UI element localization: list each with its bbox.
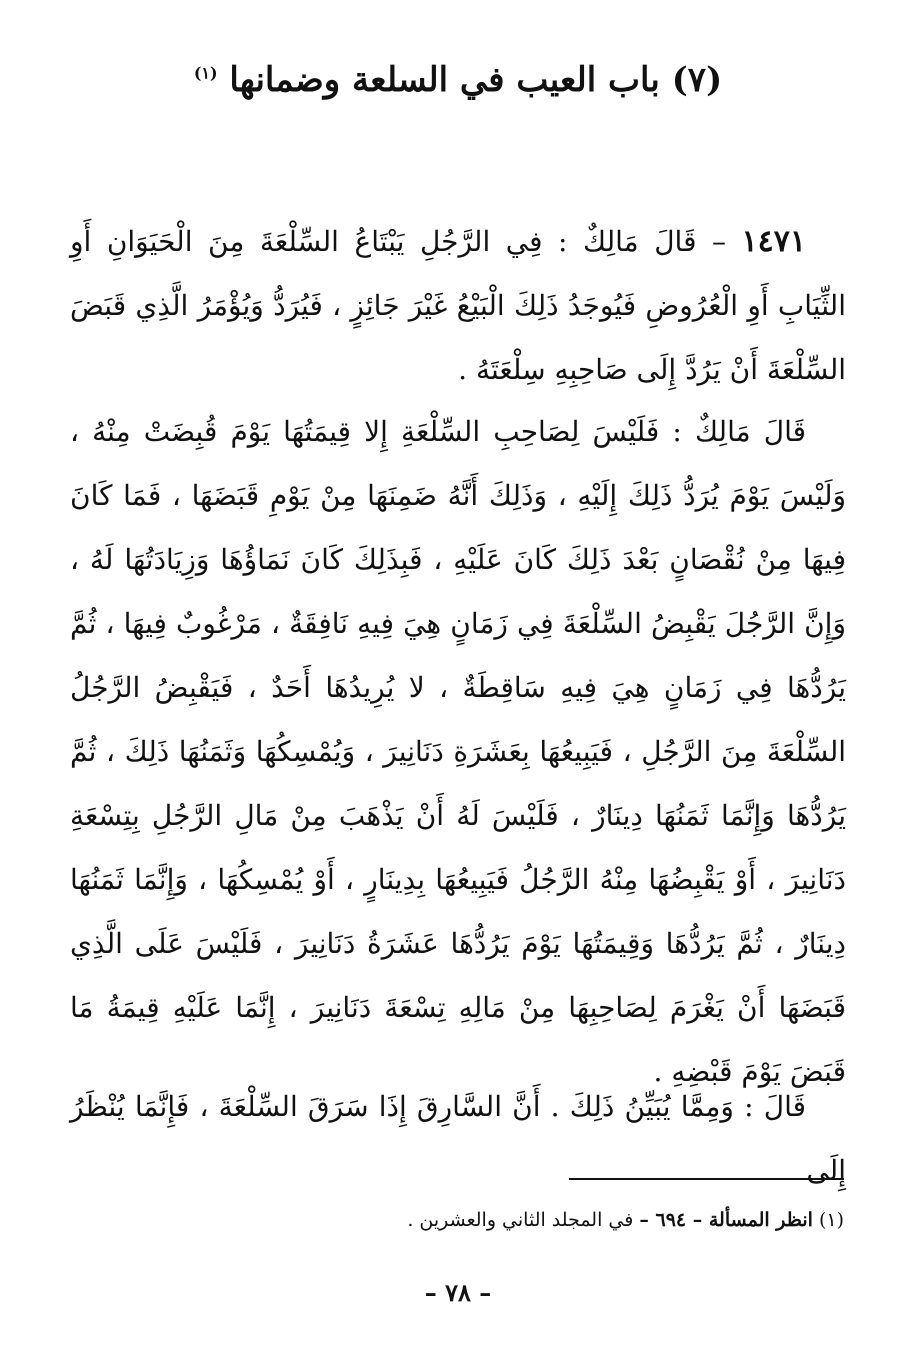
paragraph-text <box>70 1075 846 1203</box>
page-number: – ٧٨ – <box>424 1278 492 1307</box>
footnote-marker: (١) <box>818 1209 844 1231</box>
paragraph-3-text: قَالَ : وَمِمَّا يُبَيِّنُ ذَلِكَ . أَنَّ السَّارِقَ إِذَا سَرَقَ السِّلْعَةَ ، فَإِنَّمَا يُنْظَرُ إِلَى <box>70 1090 846 1187</box>
paragraph-1-text: – قَالَ مَالِكٌ : فِي الرَّجُلِ يَبْتَاعُ السِّلْعَةَ مِنَ الْحَيَوَانِ أَوِ الثِّيَابِ أَوِ الْعُرُوضِ فَيُوجَدُ ذَلِكَ الْبَيْعُ غَيْرَ جَائِزٍ ، فَيُرَدُّ وَيُؤْمَرُ الَّذِي قَبَضَ السِّلْعَةَ أَنْ يَرُدَّ إِلَى صَاحِبِهِ سِلْعَتَهُ . <box>70 225 846 386</box>
paragraph-2-text: قَالَ مَالِكٌ : فَلَيْسَ لِصَاحِبِ السِّلْعَةِ إِلا قِيمَتُهَا يَوْمَ قُبِضَتْ مِنْهُ ، وَلَيْسَ يَوْمَ يُرَدُّ ذَلِكَ إِلَيْهِ ، وَذَلِكَ أَنَّهُ ضَمِنَهَا مِنْ يَوْمِ قَبَضَهَا ، فَمَا كَانَ فِيهَا مِنْ نُقْصَانٍ بَعْدَ ذَلِكَ كَانَ عَلَيْهِ ، فَبِذَلِكَ كَانَ نَمَاؤُهَا وَزِيَادَتُهَا لَهُ ، وَإِنَّ الرَّجُلَ يَقْبِضُ السِّلْعَةَ فِي زَمَانٍ هِيَ فِيهِ نَافِقَةٌ ، مَرْغُوبٌ فِيهَا ، ثُمَّ يَرُدُّهَا فِي زَمَانٍ هِيَ فِيهِ سَاقِطَةٌ ، لا يُرِيدُهَا أَحَدٌ ، فَيَقْبِضُ الرَّجُلُ السِّلْعَةَ مِنَ الرَّجُلِ ، فَيَبِيعُهَا بِعَشَرَةِ دَنَانِيرَ ، وَيُمْسِكُهَا وَثَمَنُهَا ذَلِكَ ، ثُمَّ يَرُدُّهَا وَإِنَّمَا ثَمَنُهَا دِينَارٌ ، فَلَيْسَ لَهُ أَنْ يَذْهَبَ مِنْ مَالِ الرَّجُلِ بِتِسْعَةِ دَنَانِيرَ ، أَوْ يَقْبِضُهَا مِنْهُ الرَّجُلُ فَيَبِيعُهَا بِدِينَارٍ ، أَوْ يُمْسِكُهَا ، وَإِنَّمَا ثَمَنُهَا دِينَارٌ ، ثُمَّ يَرُدُّهَا وَقِيمَتُهَا يَوْمَ يَرُدُّهَا عَشَرَةُ دَنَانِيرَ ، فَلَيْسَ عَلَى الَّذِي قَبَضَهَا أَنْ يَغْرَمَ لِصَاحِبِهَا مِنْ مَالِهِ تِسْعَةَ دَنَانِيرَ ، إِنَّمَا عَلَيْهِ قِيمَةُ مَا قَبَضَ يَوْمَ قَبْضِهِ . <box>70 415 846 1088</box>
issue-number: ١٤٧١ <box>741 224 806 259</box>
footnote-reference: (١) <box>193 63 218 83</box>
footnote-text: في المجلد الثاني والعشرين . <box>407 1209 634 1231</box>
paragraph-malik-commentary <box>70 400 846 1104</box>
footnote <box>284 1208 844 1233</box>
footnote-reference-text: انظر المسألة – ٦٩٤ – <box>639 1209 813 1231</box>
paragraph-continuation <box>70 1075 846 1203</box>
chapter-title: (٧) باب العيب في السلعة وضمانها <box>229 60 723 100</box>
paragraph-text <box>70 400 846 1104</box>
paragraph-text <box>70 210 846 402</box>
chapter-heading <box>0 60 916 101</box>
footnote-divider <box>569 1178 844 1180</box>
paragraph-1471 <box>70 210 846 402</box>
